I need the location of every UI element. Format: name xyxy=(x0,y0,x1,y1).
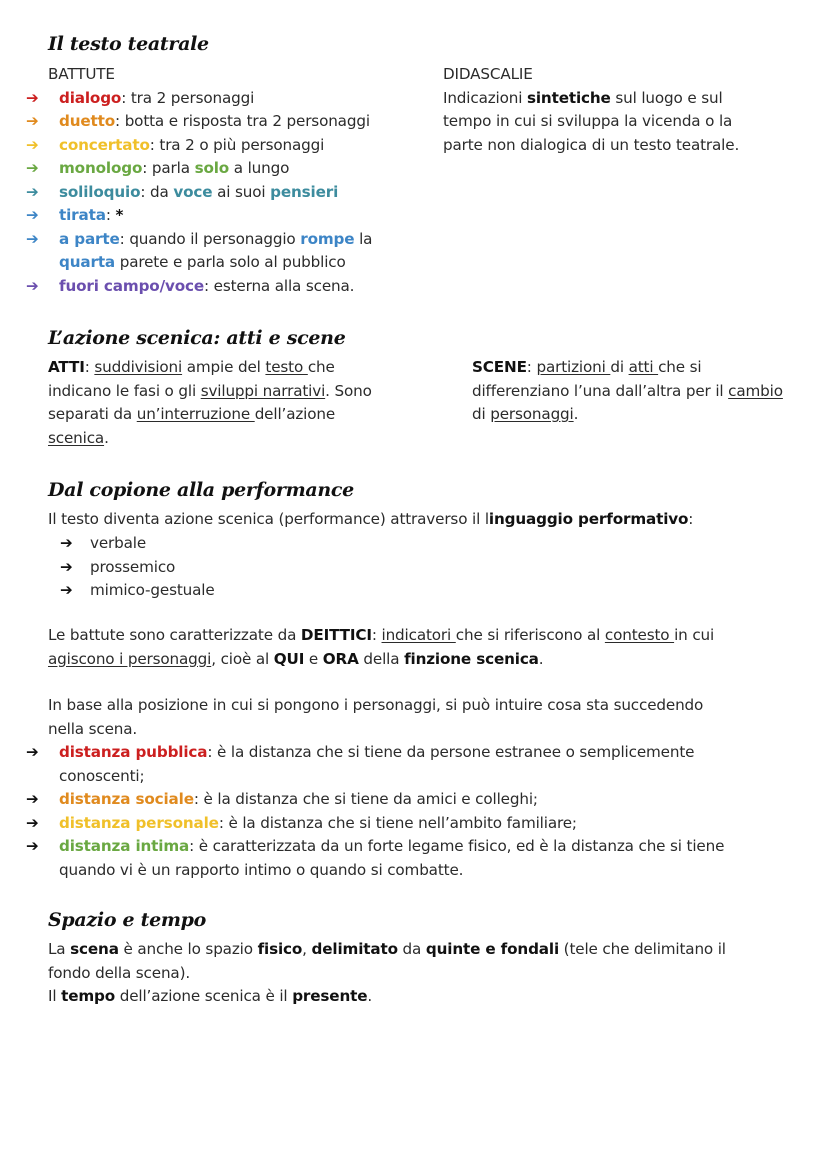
arrow-icon: ➔ xyxy=(26,229,39,248)
list-item-soliloquio xyxy=(26,181,428,205)
arrow-icon: ➔ xyxy=(26,813,39,832)
deittici-paragraph: Le battute sono caratterizzate da DEITTICI: indicatori che si riferiscono al contesto in cui agiscono i personaggi, cioè al QUI e ORA della finzione scenica. xyxy=(48,626,715,668)
list-item-a-parte xyxy=(26,228,428,275)
arrow-icon: ➔ xyxy=(26,276,39,295)
list-item-dialogo xyxy=(26,87,428,111)
arrow-icon: ➔ xyxy=(26,743,39,761)
list-item-distanza-pubblica: ➔ distanza pubblica: è la distanza che si tiene da persone estranee o semplicemente conoscenti; xyxy=(26,743,695,785)
list-item-monologo xyxy=(26,157,428,181)
list-item-distanza-sociale: ➔ distanza sociale: è la distanza che si tiene da amici e colleghi; xyxy=(48,788,823,812)
arrow-icon: ➔ xyxy=(60,534,73,552)
def-soliloquio-mid: ai suoi xyxy=(212,182,271,201)
arrow-icon: ➔ xyxy=(26,206,39,224)
section-title-azione-scenica: L’azione scenica: atti e scene xyxy=(48,327,346,349)
term-tirata: tirata xyxy=(59,206,106,224)
distanze-list xyxy=(26,741,823,882)
def-soliloquio: : da xyxy=(140,182,174,201)
list-item-duetto xyxy=(26,110,428,134)
arrow-icon: ➔ xyxy=(26,790,39,808)
didascalie-column xyxy=(443,63,813,157)
list-item: ➔ prossemico xyxy=(79,556,379,580)
list-item: ➔ mimico-gestuale xyxy=(79,579,379,603)
scene-label: SCENE xyxy=(472,358,527,376)
arrow-icon: ➔ xyxy=(26,159,39,177)
atti-label: ATTI xyxy=(48,358,85,376)
list-item-tirata xyxy=(26,204,428,228)
arrow-icon: ➔ xyxy=(26,112,39,130)
didascalie-label: DIDASCALIE xyxy=(443,65,533,83)
section-title-spazio-tempo: Spazio e tempo xyxy=(48,909,207,931)
term-a-parte: a parte xyxy=(59,229,120,248)
def-concertato: : tra 2 o più personaggi xyxy=(149,135,325,154)
def-a-parte-la: la xyxy=(354,229,373,248)
list-item-fuori-campo xyxy=(26,275,428,299)
posizione-paragraph: In base alla posizione in cui si pongono i personaggi, si può intuire cosa sta succedendo nella scena. xyxy=(48,696,704,738)
word-solo: solo xyxy=(194,159,230,177)
word-voce: voce xyxy=(173,182,213,201)
def-duetto: : botta e risposta tra 2 personaggi xyxy=(115,112,370,130)
didascalie-text: Indicazioni sintetiche sul luogo e sul tempo in cui si sviluppa la vicenda o la parte non dialogica di un testo teatrale. xyxy=(443,88,740,154)
arrow-icon: ➔ xyxy=(26,837,39,855)
spazio-tempo-paragraph: La scena è anche lo spazio fisico, delimitato da quinte e fondali (tele che delimitano il fondo della scena). Il tempo dell’azione scenica è il presente. xyxy=(48,940,726,1005)
performance-intro: Il testo diventa azione scenica (performance) attraverso il linguaggio performativo: xyxy=(48,510,694,528)
arrow-icon: ➔ xyxy=(26,182,39,201)
arrow-icon: ➔ xyxy=(60,557,73,576)
term-concertato: concertato xyxy=(59,135,150,154)
arrow-icon: ➔ xyxy=(26,88,39,107)
def-tirata: : xyxy=(105,206,116,224)
term-duetto: duetto xyxy=(59,112,116,130)
linguaggio-list xyxy=(60,532,379,603)
list-item-concertato xyxy=(26,134,428,158)
def-a-parte: : quando il personaggio xyxy=(119,229,301,248)
arrow-icon: ➔ xyxy=(26,135,39,154)
word-rompe: rompe xyxy=(300,229,355,248)
list-item-distanza-personale: ➔ distanza personale: è la distanza che si tiene nell’ambito familiare; xyxy=(48,812,823,836)
section-title-testo-teatrale: Il testo teatrale xyxy=(48,33,209,55)
battute-label: BATTUTE xyxy=(48,65,115,83)
def-a-parte-end: parete e parla solo al pubblico xyxy=(115,253,346,271)
scene-block: SCENE: partizioni di atti che si differenziano l’una dall’altra per il cambio di personaggi. xyxy=(472,358,783,423)
term-fuori-campo: fuori campo/voce xyxy=(59,276,205,295)
arrow-icon: ➔ xyxy=(60,581,73,599)
battute-column xyxy=(26,63,428,298)
def-fuori-campo: : esterna alla scena. xyxy=(204,276,355,295)
term-dialogo: dialogo xyxy=(59,88,122,107)
atti-block: ATTI: suddivisioni ampie del testo che indicano le fasi o gli sviluppi narrativi. Sono separati da un’interruzione dell’azione scenica. xyxy=(48,358,372,447)
list-item: ➔ verbale xyxy=(79,532,379,556)
def-monologo-end: a lungo xyxy=(229,159,290,177)
section-title-copione: Dal copione alla performance xyxy=(48,479,354,501)
def-monologo: : parla xyxy=(142,159,195,177)
term-monologo: monologo xyxy=(59,159,143,177)
def-dialogo: : tra 2 personaggi xyxy=(121,88,255,107)
term-soliloquio: soliloquio xyxy=(59,182,141,201)
asterisk: * xyxy=(115,206,124,224)
list-item-distanza-intima: ➔ distanza intima: è caratterizzata da un forte legame fisico, ed è la distanza che si tiene quando vi è un rapporto intimo o quando si combatte. xyxy=(26,837,725,879)
word-pensieri: pensieri xyxy=(270,182,339,201)
word-quarta: quarta xyxy=(59,253,116,271)
